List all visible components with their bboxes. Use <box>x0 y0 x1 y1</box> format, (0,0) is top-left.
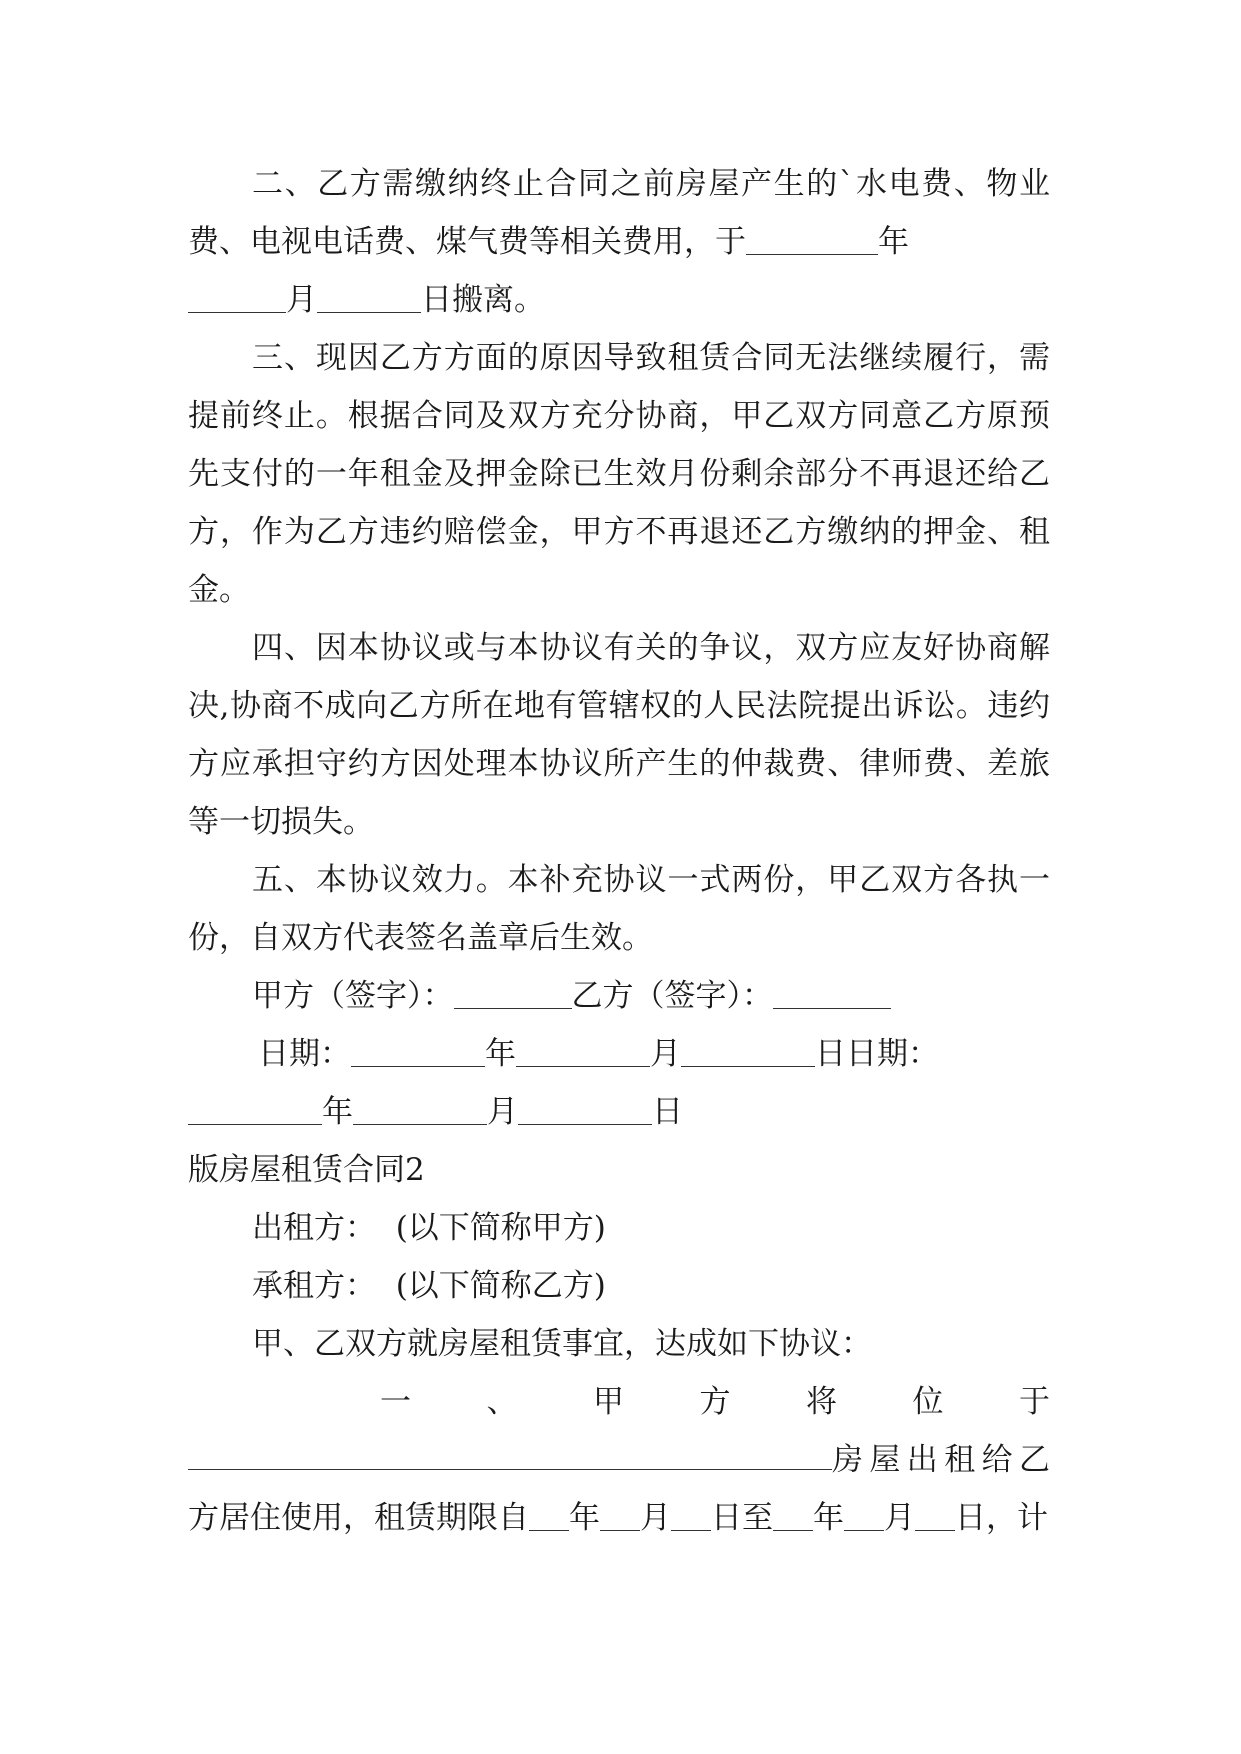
month-label: 月 <box>286 282 317 318</box>
clause-one-word: 方 <box>699 1384 731 1420</box>
date-day-blank <box>681 1035 815 1067</box>
clause-one-word: 、 <box>486 1384 518 1420</box>
date-year-blank <box>351 1035 485 1067</box>
date2-day-label: 日 <box>652 1094 683 1130</box>
party-b-signature-blank <box>773 977 891 1009</box>
start-month-label: 月 <box>640 1500 671 1536</box>
start-day-label: 日至 <box>711 1500 773 1536</box>
clause-one-term-line <box>188 1489 1050 1547</box>
start-day-blank <box>671 1499 711 1531</box>
clause-three: 三、现因乙方方面的原因导致租赁合同无法继续履行，需提前终止。根据合同及双方充分协商，甲乙双方同意乙方原预先支付的一年租金及押金除已生效月份剩余部分不再退还给乙方，作为乙方违约赔偿金，甲方不再退还乙方缴纳的押金、租金。 <box>188 340 1050 608</box>
lessee-line: 承租方： (以下简称乙方) <box>252 1268 606 1304</box>
date-month-label: 月 <box>650 1036 681 1072</box>
date-label: 日期： <box>258 1036 351 1072</box>
end-day-label: 日，计 <box>955 1500 1048 1536</box>
party-a-signature-label: 甲方（签字）： <box>252 978 454 1014</box>
date-year-label: 年 <box>485 1036 516 1072</box>
agreement-intro: 甲、乙双方就房屋租赁事宜，达成如下协议： <box>252 1326 872 1362</box>
party-b-signature-label: 乙方（签字）： <box>571 978 773 1014</box>
date2-month-label: 月 <box>487 1094 518 1130</box>
end-month-blank <box>844 1499 884 1531</box>
end-year-blank <box>773 1499 813 1531</box>
clause-one-address-line <box>188 1431 1050 1489</box>
lease-term-label: 方居住使用，租赁期限自 <box>188 1500 529 1536</box>
end-day-blank <box>915 1499 955 1531</box>
month-blank <box>188 281 286 313</box>
lessor-line: 出租方： (以下简称甲方) <box>252 1210 606 1246</box>
day-blank <box>317 281 421 313</box>
date2-year-blank <box>188 1093 322 1125</box>
year-blank <box>746 223 878 255</box>
clause-four: 四、因本协议或与本协议有关的争议，双方应友好协商解决,协商不成向乙方所在地有管辖权的人民法院提出诉讼。违约方应承担守约方因处理本协议所产生的仲裁费、律师费、差旅等一切损失。 <box>188 630 1050 840</box>
clause-five: 五、本协议效力。本补充协议一式两份，甲乙双方各执一份，自双方代表签名盖章后生效。 <box>188 862 1050 956</box>
lease-to-text: 房屋出租给乙 <box>832 1442 1050 1478</box>
signature-line <box>188 967 1050 1025</box>
date-month-blank <box>516 1035 650 1067</box>
date2-month-blank <box>353 1093 487 1125</box>
clause-one-word: 一 <box>380 1384 411 1420</box>
clause-one-word: 位 <box>912 1384 944 1420</box>
date-day-second-date-label: 日日期： <box>815 1036 939 1072</box>
end-month-label: 月 <box>884 1500 915 1536</box>
year-label: 年 <box>878 224 909 260</box>
clause-one-word: 于 <box>1019 1384 1050 1420</box>
move-out-text: 日搬离。 <box>421 282 545 318</box>
date2-day-blank <box>518 1093 652 1125</box>
date-line-2 <box>188 1083 1050 1141</box>
start-year-label: 年 <box>569 1500 600 1536</box>
clause-two <box>188 155 1050 329</box>
start-month-blank <box>600 1499 640 1531</box>
contract-title: 版房屋租赁合同2 <box>188 1152 425 1188</box>
address-blank <box>188 1438 832 1470</box>
end-year-label: 年 <box>813 1500 844 1536</box>
clause-one-word: 将 <box>806 1384 837 1420</box>
document-body <box>188 155 1050 1547</box>
party-a-signature-blank <box>454 977 572 1009</box>
clause-one-first-line <box>188 1373 1050 1431</box>
clause-one-word: 甲 <box>593 1384 624 1420</box>
start-year-blank <box>529 1499 569 1531</box>
date-line <box>188 1025 1050 1083</box>
date2-year-label: 年 <box>322 1094 353 1130</box>
clause-two-text: 二、乙方需缴纳终止合同之前房屋产生的`水电费、物业费、电视电话费、煤气费等相关费用，于 <box>188 166 1050 260</box>
